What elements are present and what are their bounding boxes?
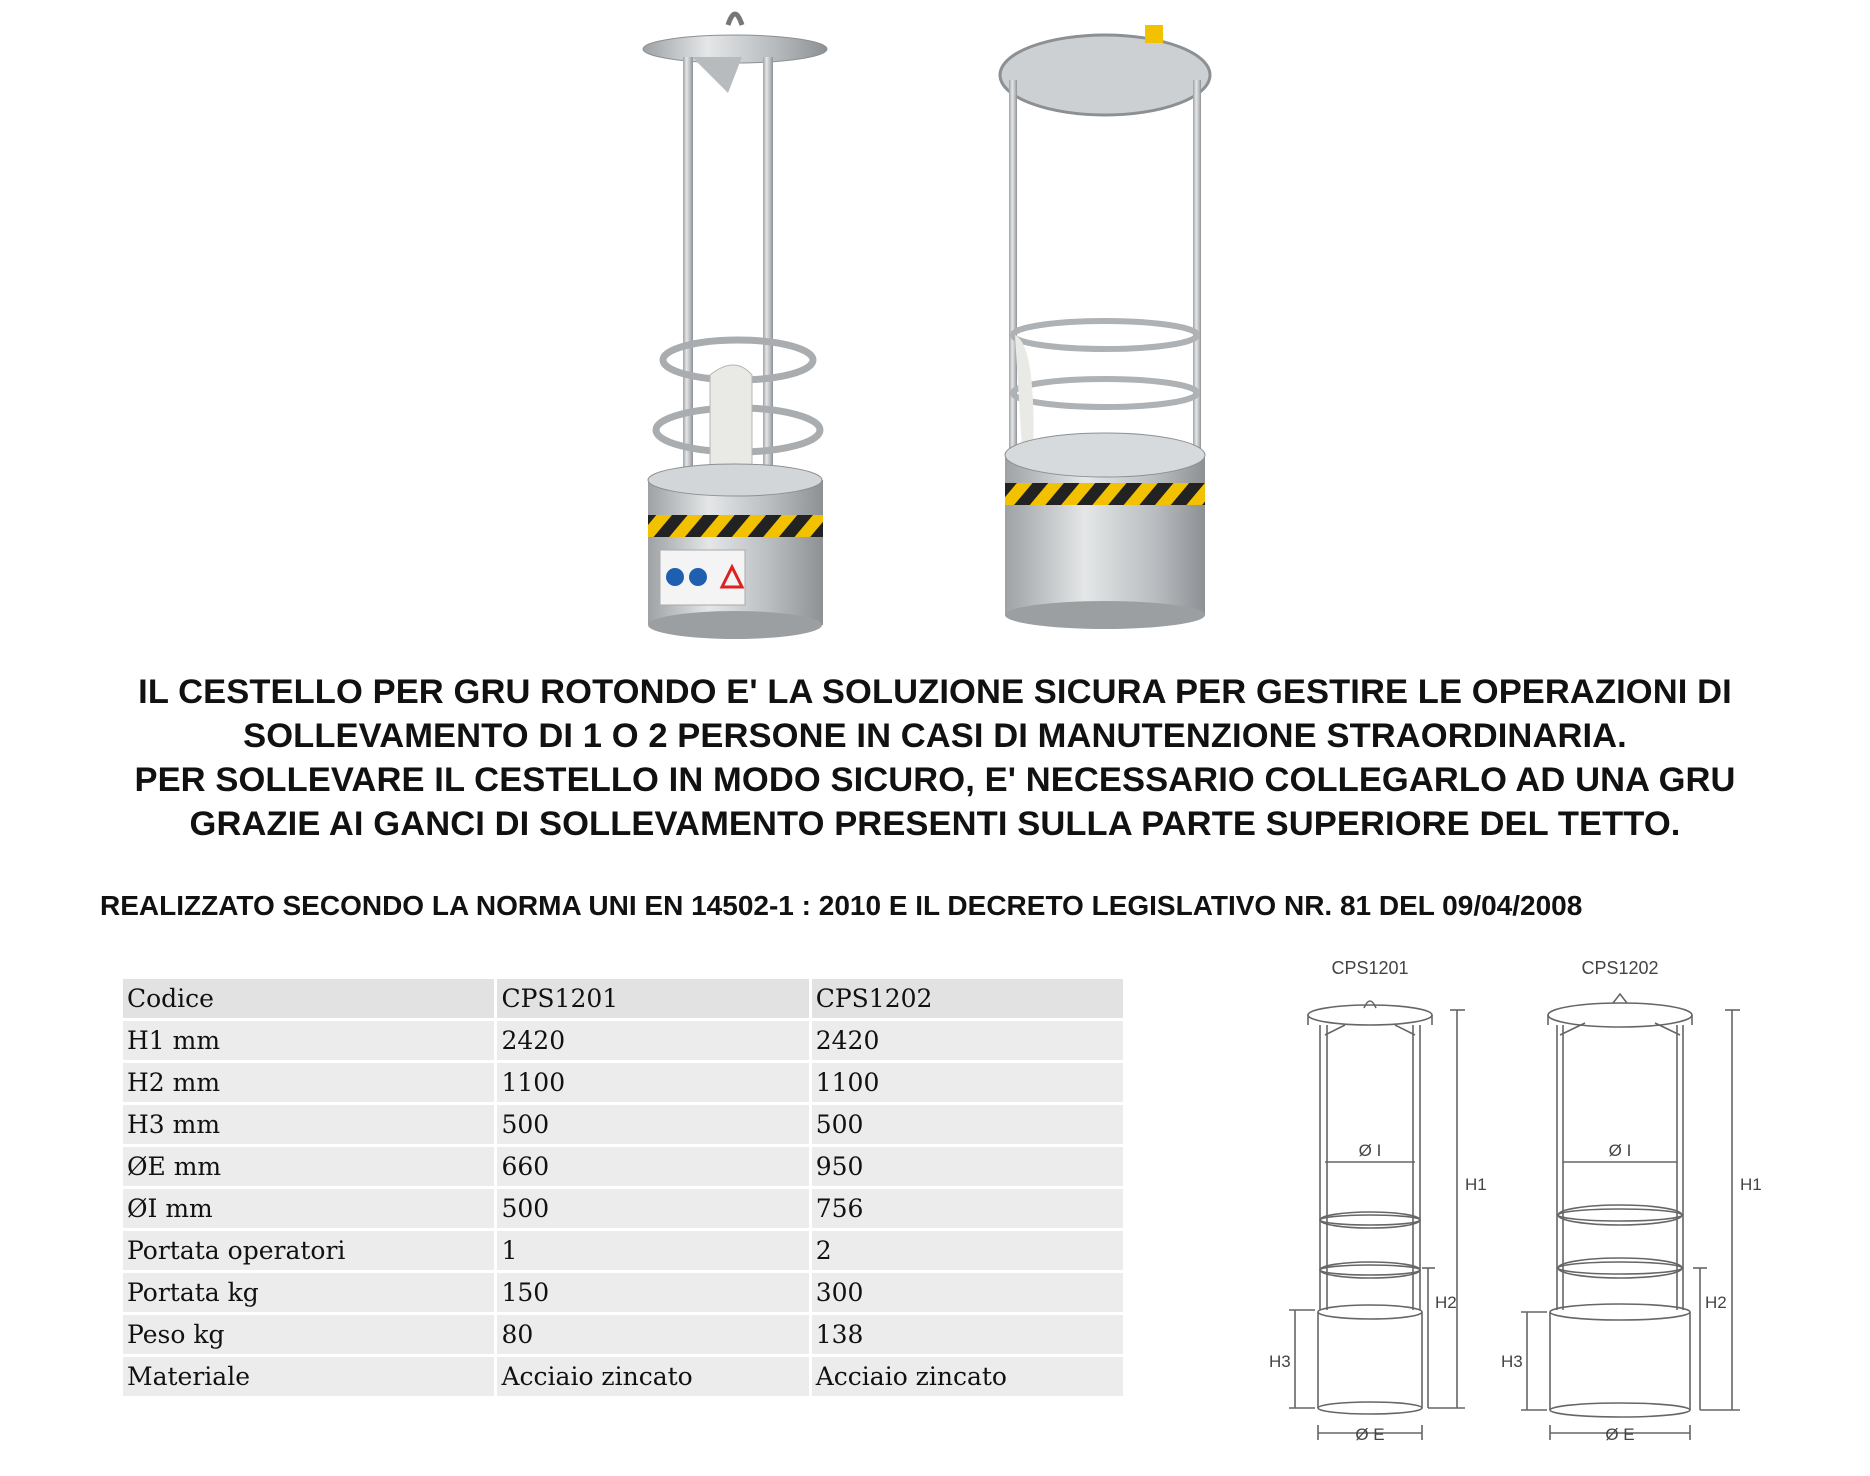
- headline-line: PER SOLLEVARE IL CESTELLO IN MODO SICURO, E' NECESSARIO COLLEGARLO AD UNA GRU: [134, 761, 1736, 799]
- product-photo-cps1201: [630, 5, 840, 645]
- diagram-title-cps1201: CPS1201: [1331, 958, 1409, 978]
- table-cell: 660: [497, 1147, 808, 1186]
- table-cell: 1100: [497, 1063, 808, 1102]
- table-row: [123, 1021, 1123, 1060]
- dimension-label-h1: H1: [1740, 1175, 1762, 1194]
- table-row: [123, 1063, 1123, 1102]
- table-cell: ØI mm: [123, 1189, 494, 1228]
- table-row: [123, 1105, 1123, 1144]
- table-cell: 1100: [812, 1063, 1123, 1102]
- diagram-title-cps1202: CPS1202: [1581, 958, 1659, 978]
- table-cell: H1 mm: [123, 1021, 494, 1060]
- table-cell: 1: [497, 1231, 808, 1270]
- table-cell: H3 mm: [123, 1105, 494, 1144]
- dimension-label-h1: H1: [1465, 1175, 1487, 1194]
- table-cell: Acciaio zincato: [497, 1357, 808, 1396]
- table-cell: 950: [812, 1147, 1123, 1186]
- table-header-cell: CPS1202: [812, 979, 1123, 1018]
- table-row: [123, 1357, 1123, 1396]
- dimension-label-i: Ø I: [1358, 1141, 1382, 1160]
- table-cell: 2420: [497, 1021, 808, 1060]
- table-cell: Portata operatori: [123, 1231, 494, 1270]
- headline-line: IL CESTELLO PER GRU ROTONDO E' LA SOLUZIONE SICURA PER GESTIRE LE OPERAZIONI DI: [138, 673, 1732, 711]
- table-row: [123, 1147, 1123, 1186]
- table-header-cell: Codice: [123, 979, 494, 1018]
- dimension-diagram: [1265, 950, 1785, 1450]
- dimension-label-e: Ø E: [1605, 1425, 1635, 1444]
- table-cell: 500: [812, 1105, 1123, 1144]
- table-cell: 500: [497, 1189, 808, 1228]
- table-cell: 756: [812, 1189, 1123, 1228]
- dimension-label-h3: H3: [1501, 1352, 1523, 1371]
- table-row: [123, 1315, 1123, 1354]
- table-header-cell: CPS1201: [497, 979, 808, 1018]
- table-cell: 138: [812, 1315, 1123, 1354]
- table-cell: 80: [497, 1315, 808, 1354]
- headline-text: [40, 670, 1830, 846]
- headline-line: SOLLEVAMENTO DI 1 O 2 PERSONE IN CASI DI MANUTENZIONE STRAORDINARIA.: [243, 717, 1627, 755]
- table-cell: Materiale: [123, 1357, 494, 1396]
- dimension-label-h3: H3: [1269, 1352, 1291, 1371]
- table-cell: 2420: [812, 1021, 1123, 1060]
- dimension-label-h2: H2: [1705, 1293, 1727, 1312]
- spec-table: [120, 976, 1126, 1399]
- table-cell: Peso kg: [123, 1315, 494, 1354]
- table-cell: 150: [497, 1273, 808, 1312]
- table-cell: 300: [812, 1273, 1123, 1312]
- dimension-label-e: Ø E: [1355, 1425, 1385, 1444]
- table-cell: 2: [812, 1231, 1123, 1270]
- headline-line: GRAZIE AI GANCI DI SOLLEVAMENTO PRESENTI SULLA PARTE SUPERIORE DEL TETTO.: [189, 805, 1681, 843]
- table-row: [123, 1231, 1123, 1270]
- table-row: [123, 1273, 1123, 1312]
- dimension-label-h2: H2: [1435, 1293, 1457, 1312]
- table-cell: Acciaio zincato: [812, 1357, 1123, 1396]
- product-photo-cps1202: [995, 5, 1215, 630]
- table-cell: H2 mm: [123, 1063, 494, 1102]
- standard-compliance-note: REALIZZATO SECONDO LA NORMA UNI EN 14502-1 : 2010 E IL DECRETO LEGISLATIVO NR. 81 DEL 09/04/2008: [100, 890, 1583, 921]
- table-cell: 500: [497, 1105, 808, 1144]
- dimension-label-i: Ø I: [1608, 1141, 1632, 1160]
- table-row: [123, 1189, 1123, 1228]
- table-cell: Portata kg: [123, 1273, 494, 1312]
- table-header-row: [123, 979, 1123, 1018]
- table-cell: ØE mm: [123, 1147, 494, 1186]
